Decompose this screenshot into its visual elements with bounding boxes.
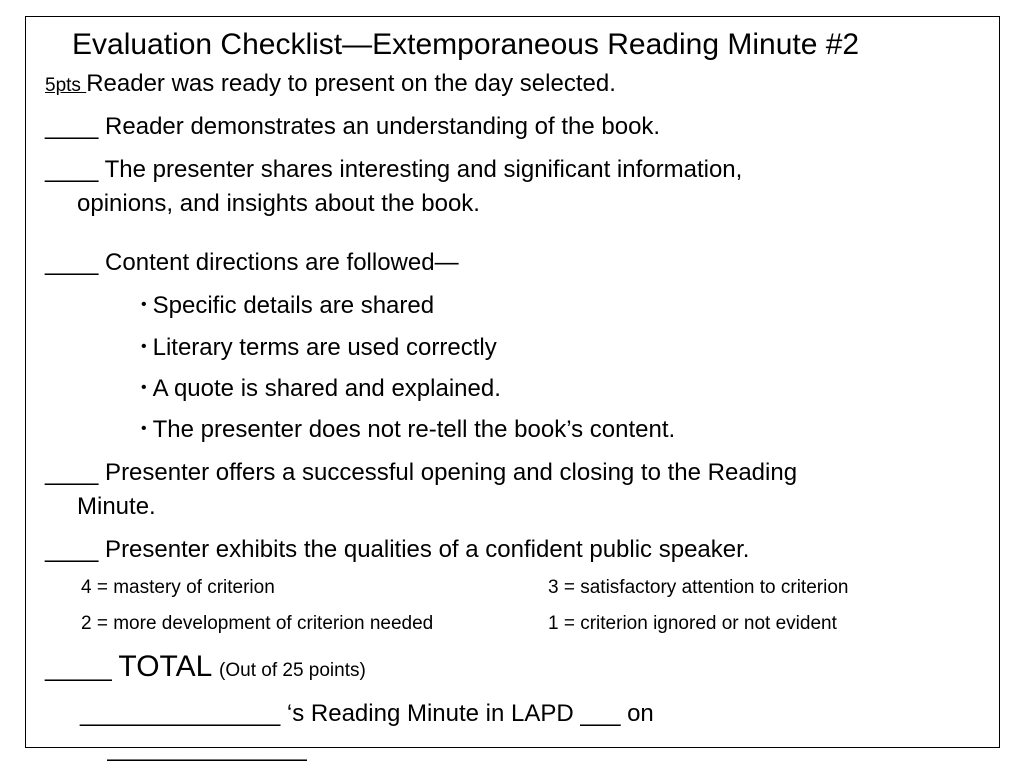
criterion-insights	[45, 156, 742, 184]
criterion-text: Reader demonstrates an understanding of the book.	[98, 113, 661, 140]
criterion-text: Presenter offers a successful opening and closing to the Reading	[98, 459, 798, 486]
criterion-text: Content directions are followed—	[98, 249, 459, 276]
signature-date-line: _______________	[107, 735, 308, 762]
criterion-text: The presenter shares interesting and significant information,	[98, 156, 743, 183]
criterion-understanding	[45, 113, 660, 141]
scale-1: 1 = criterion ignored or not evident	[548, 613, 837, 634]
bullet-item	[141, 292, 434, 320]
bullet-icon: •	[141, 296, 147, 313]
bullet-item	[141, 416, 675, 444]
scale-3: 3 = satisfactory attention to criterion	[548, 577, 849, 598]
criterion-ready	[45, 70, 616, 98]
bullet-item	[141, 334, 497, 362]
criterion-opening-closing-continued: Minute.	[77, 493, 156, 520]
bullet-text: Specific details are shared	[152, 292, 435, 319]
signature-line: _______________ ‘s Reading Minute in LAPD ___ on	[80, 700, 654, 727]
criterion-insights-continued: opinions, and insights about the book.	[77, 190, 480, 217]
criterion-text: Presenter exhibits the qualities of a confident public speaker.	[98, 536, 750, 563]
total-blank: _____	[45, 655, 112, 682]
bullet-icon: •	[141, 420, 147, 437]
score-blank: ____	[45, 459, 99, 486]
total-row	[45, 650, 366, 684]
scale-2: 2 = more development of criterion needed	[81, 613, 434, 634]
bullet-text: Literary terms are used correctly	[152, 334, 497, 361]
page-title: Evaluation Checklist—Extemporaneous Reading Minute #2	[72, 28, 860, 61]
total-note: (Out of 25 points)	[219, 660, 366, 681]
bullet-icon: •	[141, 379, 147, 396]
criterion-confident-speaker	[45, 536, 749, 564]
score-blank: ____	[45, 249, 99, 276]
total-label: TOTAL	[118, 650, 213, 683]
bullet-icon: •	[141, 338, 147, 355]
score-blank: ____	[45, 113, 99, 140]
bullet-text: The presenter does not re-tell the book’s content.	[152, 416, 676, 443]
bullet-item	[141, 375, 501, 403]
score-blank: ____	[45, 156, 99, 183]
score-blank: ____	[45, 536, 99, 563]
score-5pts: 5pts	[45, 75, 87, 96]
criterion-content-directions	[45, 249, 459, 277]
criterion-text: Reader was ready to present on the day selected.	[86, 70, 616, 97]
scale-4: 4 = mastery of criterion	[81, 577, 275, 598]
bullet-text: A quote is shared and explained.	[152, 375, 501, 402]
criterion-opening-closing	[45, 459, 797, 487]
